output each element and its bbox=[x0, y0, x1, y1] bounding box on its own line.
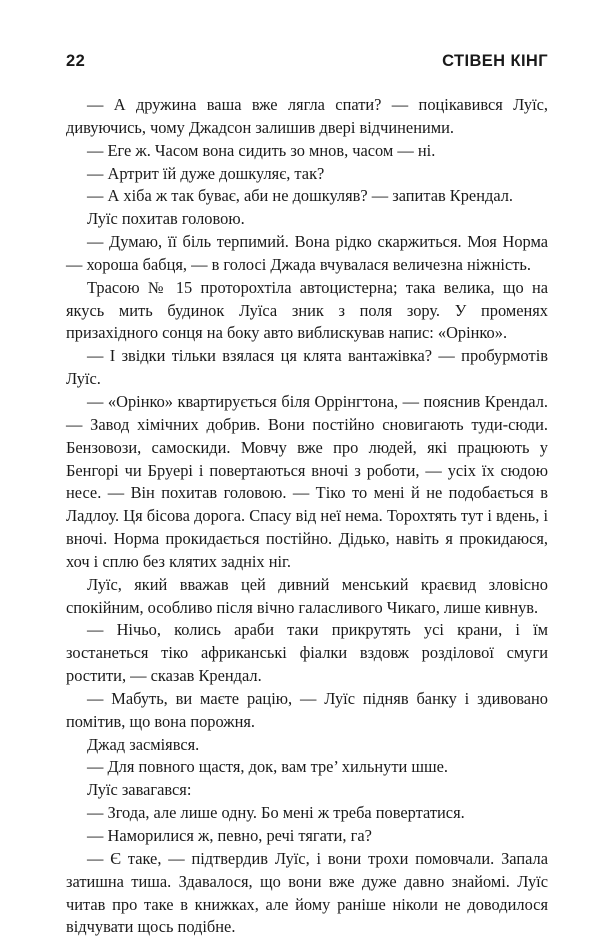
paragraph: — Для повного щастя, док, вам тре’ хильнути шше. bbox=[87, 757, 448, 777]
paragraph: Луїс завагався: bbox=[87, 780, 192, 800]
paragraph: — Нічьо, колись араби таки прикрутять усі крани, і їм зостанеться тіко африканські фіалки вздовж розділової смуги ростити, — сказав Крендал. bbox=[66, 620, 548, 686]
paragraph: — Думаю, її біль терпимий. Вона рідко скаржиться. Моя Норма — хороша бабця, — в голосі Джада вчувалася величезна ніжність. bbox=[66, 232, 548, 274]
paragraph: Луїс похитав головою. bbox=[87, 209, 245, 229]
paragraph: Луїс, який вважав цей дивний менський краєвид зловісно спокійним, особливо після вічно галасливого Чикаго, лише кивнув. bbox=[66, 574, 548, 617]
body-text bbox=[66, 94, 548, 939]
paragraph: — Наморилися ж, певно, речі тягати, га? bbox=[87, 826, 372, 845]
paragraph: — Згода, але лише одну. Бо мені ж треба повертатися. bbox=[87, 803, 465, 823]
page-number: 22 bbox=[66, 52, 86, 70]
paragraph: Джад засміявся. bbox=[87, 734, 200, 754]
running-head bbox=[66, 52, 548, 76]
paragraph: — А хіба ж так буває, аби не дошкуляв? — запитав Крендал. bbox=[87, 186, 514, 206]
paragraph: — Еге ж. Часом вона сидить зо мнов, часом — ні. bbox=[87, 140, 436, 160]
paragraph: Трасою № 15 проторохтіла автоцистерна; така велика, що на якусь мить будинок Луїса зник з поля зору. У променях призахідного сонця на боку авто виблискував напис: «Орінко». bbox=[66, 277, 548, 343]
paragraph: — І звідки тільки взялася ця клята вантажівка? — пробурмотів Луїс. bbox=[66, 346, 548, 389]
paragraph: — А дружина ваша вже лягла спати? — поцікавився Луїс, дивуючись, чому Джадсон залишив двері відчиненими. bbox=[66, 95, 548, 137]
paragraph: — Є таке, — підтвердив Луїс, і вони трохи помовчали. Запала затишна тиша. Здавалося, що вони вже дуже давно знайомі. Луїс читав про таке в книжках, але йому раніше ніколи не доводилося відчувати щось подібне. bbox=[66, 848, 548, 937]
paragraph: — Мабуть, ви маєте рацію, — Луїс підняв банку і здивовано помітив, що вона порожня. bbox=[66, 688, 548, 731]
paragraph: — Артрит їй дуже дошкуляє, так? bbox=[87, 163, 325, 183]
running-head-author: СТІВЕН КІНГ bbox=[442, 52, 548, 70]
paragraph: — «Орінко» квартирується біля Оррінгтона, — пояснив Крендал. — Завод хімічних добрив. Вони постійно сновигають туди-сюди. Бензовози, самоскиди. Мовчу вже про людей, які працюють у Бенгорі чи Бруері і повертаються вночі з роботи, — усіх їх сюдою несе. — Він похитав головою. — Тіко то мені й не подобається в Ладлоу. Ця бісова дорога. Спасу від неї нема. Торохтять тут і вдень, і вночі. Норма прокидається постійно. Дідько, навіть я прокидаюся, хоч і сплю без клятих задніх ніг. bbox=[66, 391, 548, 571]
